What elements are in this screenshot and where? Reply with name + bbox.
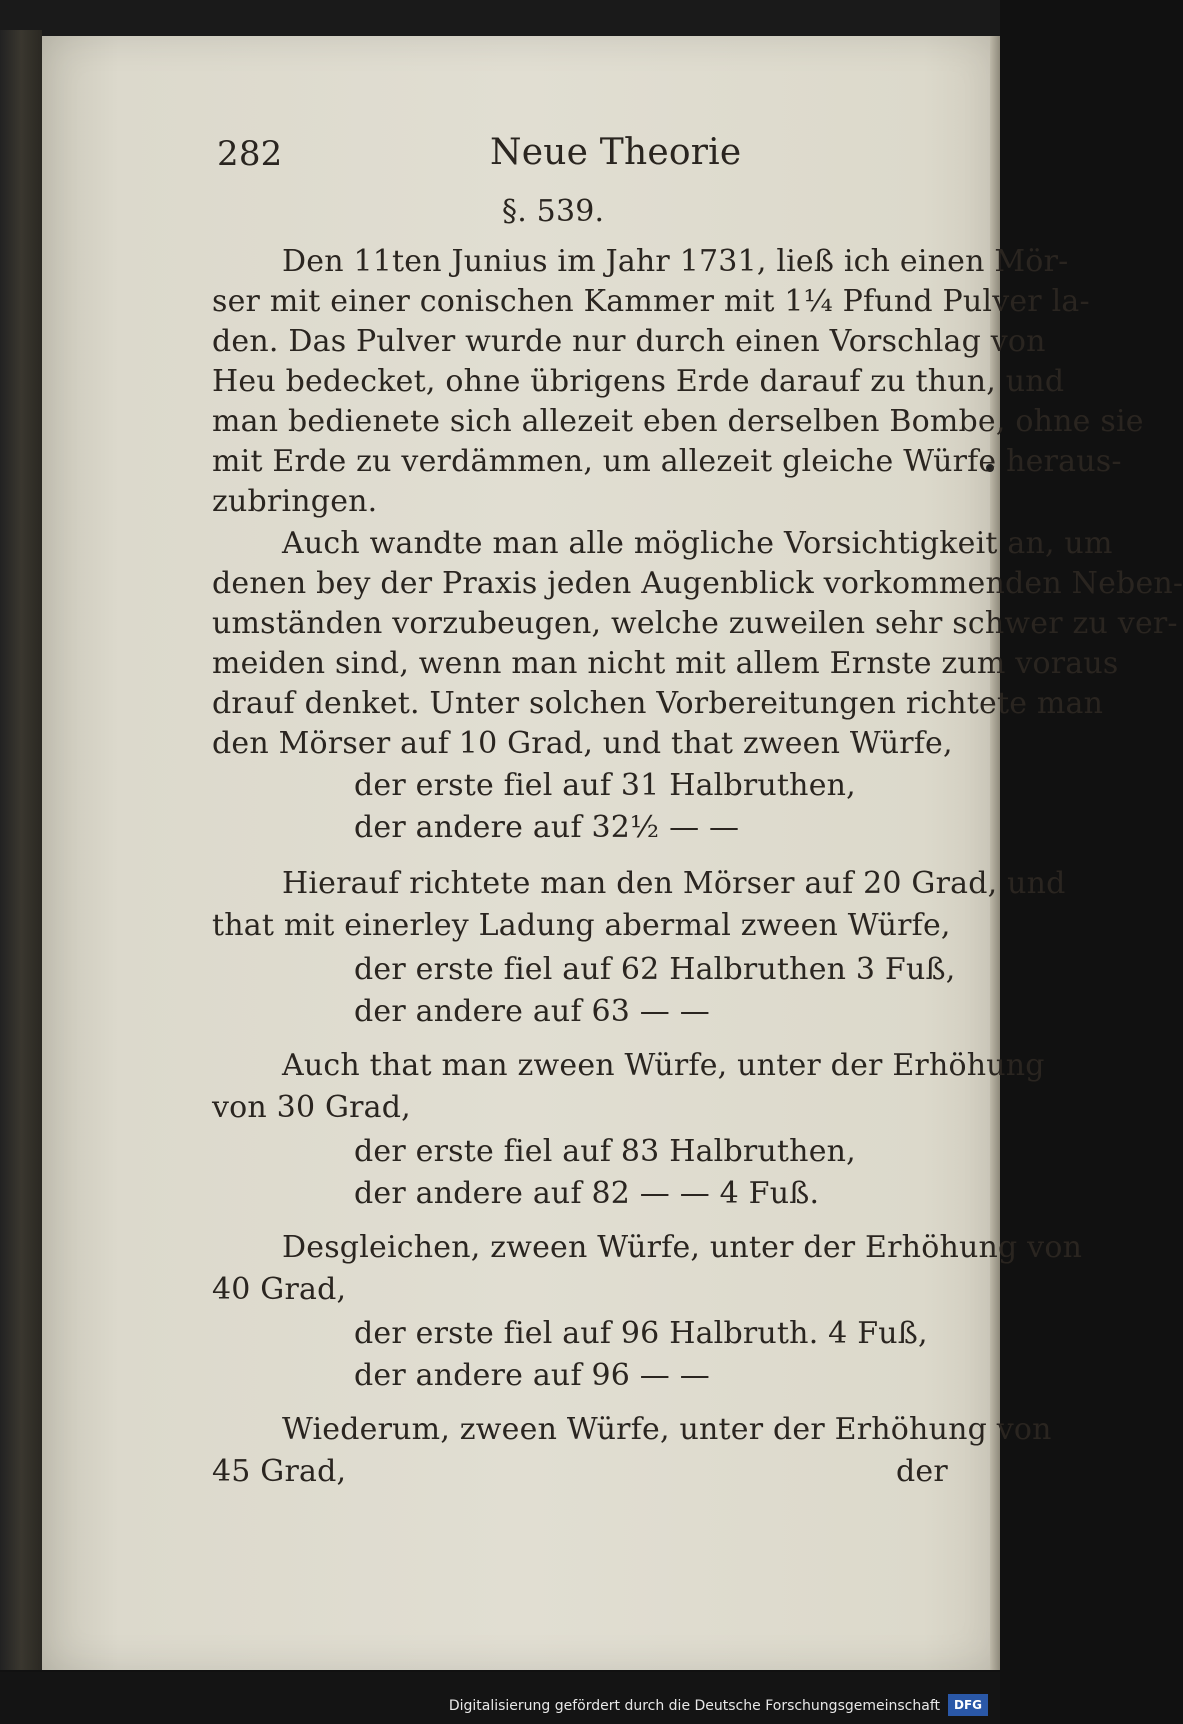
catchword: der bbox=[896, 1454, 948, 1489]
table-line: der erste fiel auf 31 Halbruthen, bbox=[354, 768, 856, 803]
text-line: Desgleichen, zween Würfe, unter der Erhöhung von bbox=[282, 1230, 1083, 1265]
text-line: that mit einerley Ladung abermal zween Würfe, bbox=[212, 908, 951, 943]
text-line: zubringen. bbox=[212, 484, 378, 519]
text-line: den. Das Pulver wurde nur durch einen Vorschlag von bbox=[212, 324, 1046, 359]
text-line: 40 Grad, bbox=[212, 1272, 347, 1307]
footer-bar bbox=[0, 1672, 1000, 1724]
book-spine bbox=[0, 30, 42, 1670]
running-title: Neue Theorie bbox=[490, 132, 742, 173]
table-line: der andere auf 82 — — 4 Fuß. bbox=[354, 1176, 820, 1211]
table-line: der andere auf 96 — — bbox=[354, 1358, 710, 1393]
text-line: umständen vorzubeugen, welche zuweilen sehr schwer zu ver- bbox=[212, 606, 1178, 641]
page-number: 282 bbox=[217, 134, 283, 174]
text-line: meiden sind, wenn man nicht mit allem Ernste zum voraus bbox=[212, 646, 1119, 681]
text-line: ser mit einer conischen Kammer mit 1¼ Pfund Pulver la- bbox=[212, 284, 1090, 319]
text-line: Auch wandte man alle mögliche Vorsichtigkeit an, um bbox=[282, 526, 1113, 561]
footer-credit: Digitalisierung gefördert durch die Deutsche Forschungsgemeinschaft bbox=[448, 1698, 940, 1714]
text-line: denen bey der Praxis jeden Augenblick vorkommenden Neben- bbox=[212, 566, 1183, 601]
text-line: man bedienete sich allezeit eben derselben Bombe, ohne sie bbox=[212, 404, 1144, 439]
table-line: der erste fiel auf 62 Halbruthen 3 Fuß, bbox=[354, 952, 956, 987]
table-line: der erste fiel auf 83 Halbruthen, bbox=[354, 1134, 856, 1169]
text-line: mit Erde zu verdämmen, um allezeit gleiche Würfe heraus- bbox=[212, 444, 1122, 479]
table-line: der andere auf 32½ — — bbox=[354, 810, 740, 845]
table-line: der erste fiel auf 96 Halbruth. 4 Fuß, bbox=[354, 1316, 928, 1351]
text-line: 45 Grad, bbox=[212, 1454, 347, 1489]
book-page bbox=[42, 36, 1183, 1670]
text-line: Den 11ten Junius im Jahr 1731, ließ ich einen Mör- bbox=[282, 244, 1069, 279]
text-line: von 30 Grad, bbox=[212, 1090, 411, 1125]
text-line: Auch that man zween Würfe, unter der Erhöhung bbox=[282, 1048, 1045, 1083]
table-line: der andere auf 63 — — bbox=[354, 994, 710, 1029]
text-line: Wiederum, zween Würfe, unter der Erhöhung von bbox=[282, 1412, 1052, 1447]
section-heading: §. 539. bbox=[502, 194, 605, 229]
page-text bbox=[42, 36, 1183, 1670]
text-line: drauf denket. Unter solchen Vorbereitungen richtete man bbox=[212, 686, 1104, 721]
text-line: Heu bedecket, ohne übrigens Erde darauf zu thun, und bbox=[212, 364, 1065, 399]
dfg-logo: DFG bbox=[948, 1694, 988, 1716]
text-line: Hierauf richtete man den Mörser auf 20 Grad, und bbox=[282, 866, 1066, 901]
text-line: den Mörser auf 10 Grad, und that zween Würfe, bbox=[212, 726, 953, 761]
